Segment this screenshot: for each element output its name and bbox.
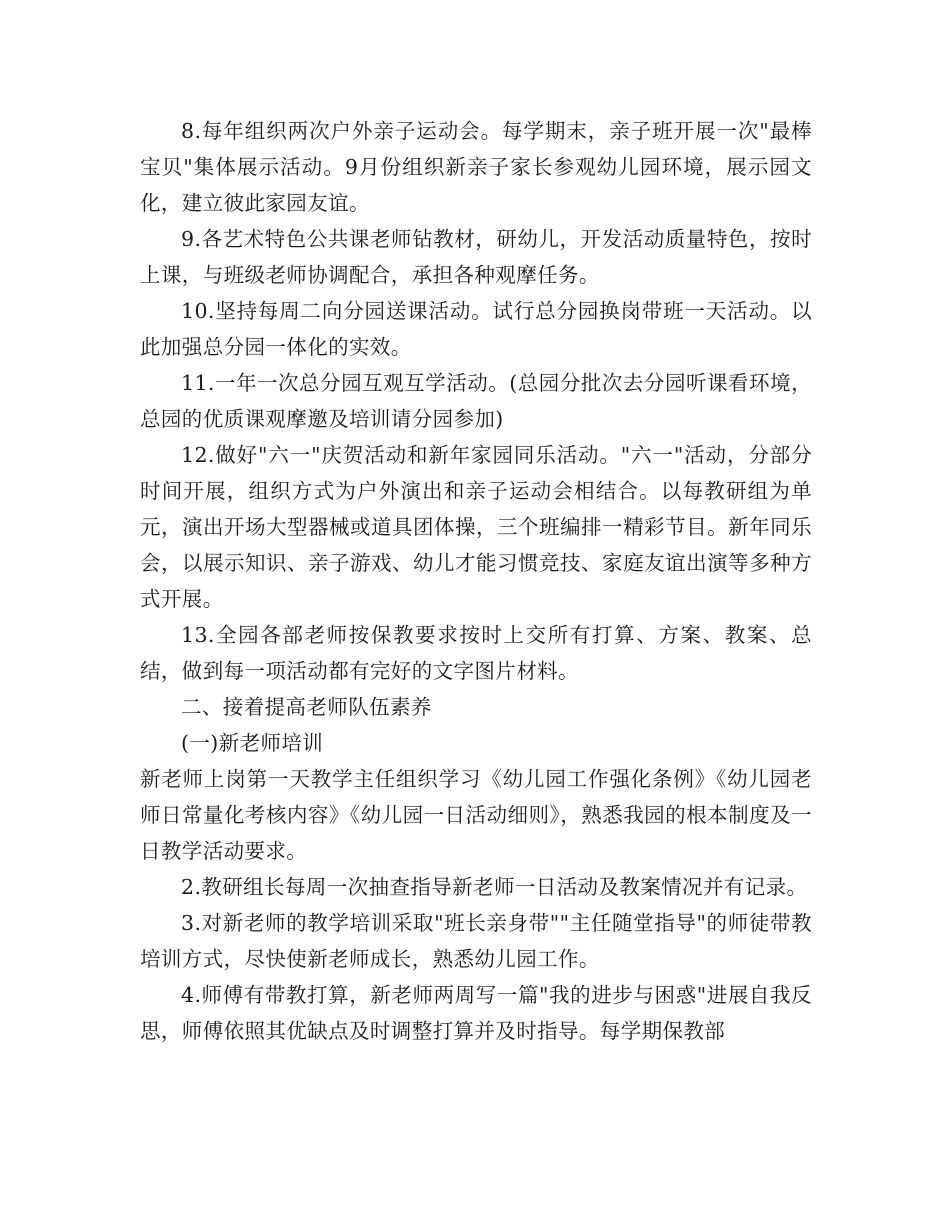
paragraph-item-2: 2.教研组长每周一次抽查指导新老师一日活动及教案情况并有记录。	[181, 875, 808, 899]
document-page	[140, 113, 812, 1049]
paragraph-item-3: 3.对新老师的教学培训采取"班长亲身带""主任随堂指导"的师徒带教培训方式，尽快使新老师成长，熟悉幼儿园工作。	[140, 911, 812, 971]
paragraph-item-4: 4.师傅有带教打算，新老师两周写一篇"我的进步与困惑"进展自我反思，师傅依照其优缺点及时调整打算并及时指导。每学期保教部	[140, 983, 812, 1043]
paragraph-item-13: 13.全园各部老师按保教要求按时上交所有打算、方案、教案、总结，做到每一项活动都有完好的文字图片材料。	[140, 623, 812, 683]
subsection-heading: (一)新老师培训	[181, 731, 324, 755]
paragraph-item-8: 8.每年组织两次户外亲子运动会。每学期末，亲子班开展一次"最棒宝贝"集体展示活动。9月份组织新亲子家长参观幼儿园环境，展示园文化，建立彼此家园友谊。	[140, 119, 812, 215]
paragraph-training-intro: 新老师上岗第一天教学主任组织学习《幼儿园工作强化条例》《幼儿园老师日常量化考核内容》《幼儿园一日活动细则》，熟悉我园的根本制度及一日教学活动要求。	[140, 767, 812, 863]
paragraph-item-11: 11.一年一次总分园互观互学活动。(总园分批次去分园听课看环境，总园的优质课观摩邀及培训请分园参加)	[140, 371, 812, 431]
section-heading: 二、接着提高老师队伍素养	[181, 695, 432, 719]
paragraph-item-12: 12.做好"六一"庆贺活动和新年家园同乐活动。"六一"活动，分部分时间开展，组织方式为户外演出和亲子运动会相结合。以每教研组为单元，演出开场大型器械或道具团体操，三个班编排一精彩节目。新年同乐会，以展示知识、亲子游戏、幼儿才能习惯竞技、家庭友谊出演等多种方式开展。	[140, 443, 812, 611]
paragraph-item-10: 10.坚持每周二向分园送课活动。试行总分园换岗带班一天活动。以此加强总分园一体化的实效。	[140, 299, 812, 359]
paragraph-item-9: 9.各艺术特色公共课老师钻教材，研幼儿，开发活动质量特色，按时上课，与班级老师协调配合，承担各种观摩任务。	[140, 227, 812, 287]
